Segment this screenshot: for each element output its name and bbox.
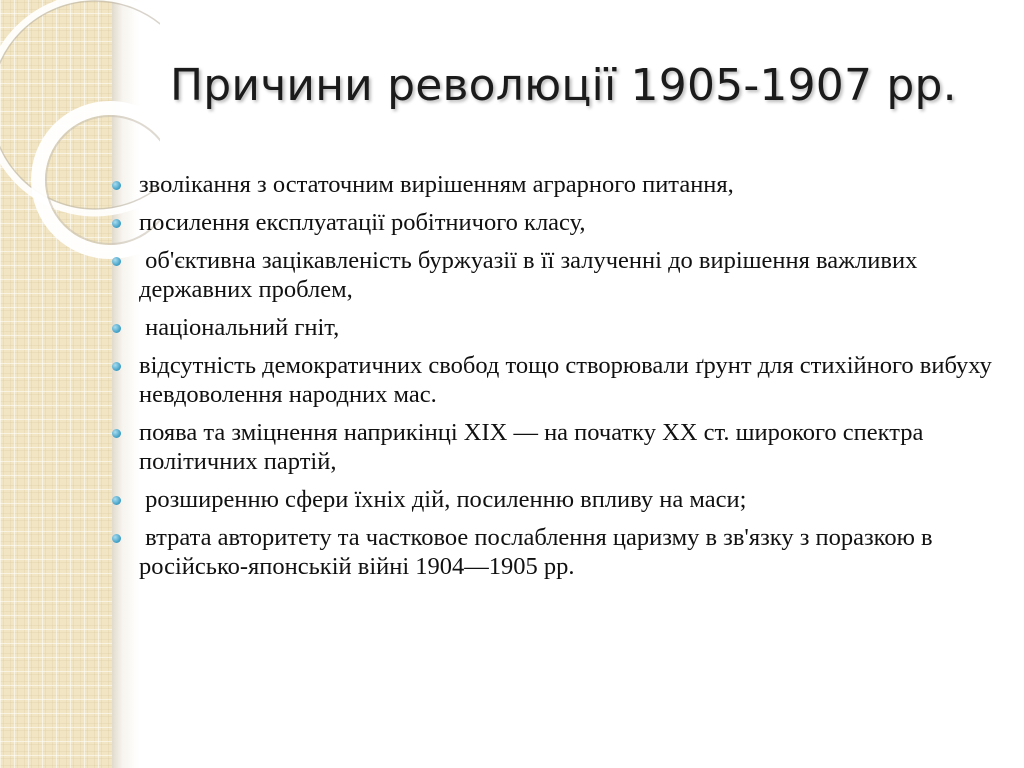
bullet-text: посилення експлуатації робітничого класу, <box>139 209 586 236</box>
bullet-icon <box>112 362 121 371</box>
bullet-icon <box>112 496 121 505</box>
bullet-icon <box>112 219 121 228</box>
bullet-icon <box>112 534 121 543</box>
bullet-item <box>112 485 1002 514</box>
bullet-icon <box>112 429 121 438</box>
bullet-text: зволікання з остаточним вирішенням аграрного питання, <box>139 171 734 198</box>
bullet-item <box>112 351 1002 409</box>
slide-title: Причини революції 1905-1907 рр. <box>170 60 957 111</box>
bullet-text: національний гніт, <box>139 314 340 341</box>
bullet-item <box>112 170 1002 199</box>
bullet-text: розширенню сфери їхніх дій, посиленню впливу на маси; <box>139 486 747 513</box>
bullet-item <box>112 246 1002 304</box>
bullet-text: об'єктивна зацікавленість буржуазії в її залученні до вирішення важливих державних проблем, <box>139 247 924 303</box>
bullet-text: поява та зміцнення наприкінці XIX — на початку XX ст. широкого спектра політичних партій, <box>139 419 924 475</box>
bullet-icon <box>112 324 121 333</box>
bullet-icon <box>112 257 121 266</box>
bullet-text: відсутність демократичних свобод тощо створювали ґрунт для стихійного вибуху невдоволення народних мас. <box>139 352 992 408</box>
bullet-item <box>112 523 1002 581</box>
bullet-item <box>112 313 1002 342</box>
bullet-item <box>112 208 1002 237</box>
bullet-item <box>112 418 1002 476</box>
bullet-list <box>112 170 1002 590</box>
bullet-icon <box>112 181 121 190</box>
bullet-text: втрата авторитету та частковое послаблення царизму в зв'язку з поразкою в російсько-японській війні 1904—1905 рр. <box>139 524 939 580</box>
